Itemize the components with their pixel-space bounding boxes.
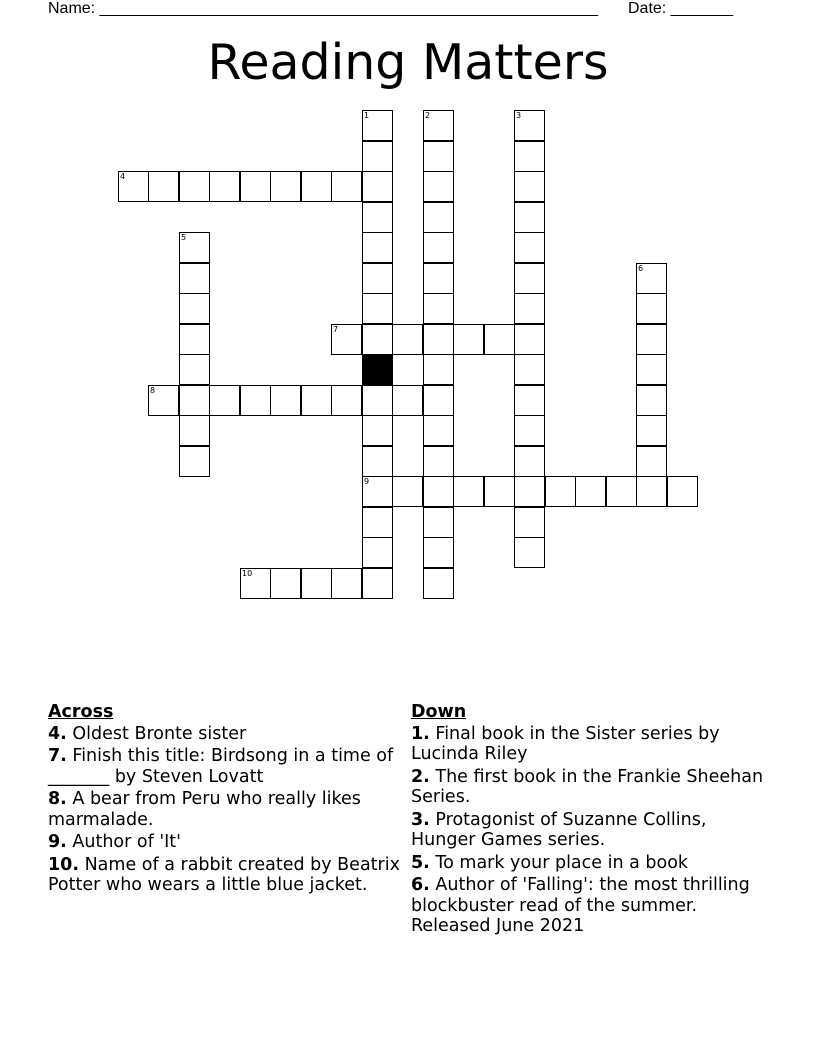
- grid-cell[interactable]: [331, 324, 362, 355]
- grid-cell[interactable]: [545, 476, 576, 507]
- grid-cell[interactable]: [362, 537, 393, 568]
- grid-cell[interactable]: [362, 568, 393, 599]
- grid-cell[interactable]: [331, 568, 362, 599]
- grid-cell[interactable]: [514, 354, 545, 385]
- grid-cell[interactable]: [179, 263, 210, 294]
- grid-cell[interactable]: [453, 476, 484, 507]
- grid-cell[interactable]: [362, 446, 393, 477]
- grid-cell[interactable]: [240, 568, 271, 599]
- grid-cell[interactable]: [179, 354, 210, 385]
- grid-cell[interactable]: [514, 141, 545, 172]
- grid-cell[interactable]: [392, 324, 423, 355]
- grid-cell[interactable]: [148, 171, 179, 202]
- grid-cell[interactable]: [270, 568, 301, 599]
- clue-across-9: 9. Author of 'It': [48, 832, 181, 852]
- grid-cell[interactable]: [423, 110, 454, 141]
- page-title: Reading Matters: [207, 34, 609, 91]
- grid-cell[interactable]: [514, 110, 545, 141]
- across-heading: Across: [48, 702, 114, 722]
- grid-cell[interactable]: [514, 232, 545, 263]
- grid-cell[interactable]: [331, 171, 362, 202]
- clue-down-6: 6. Author of 'Falling': the most thrilling blockbuster read of the summer. Released June 2021: [411, 875, 750, 936]
- grid-cell[interactable]: [667, 476, 698, 507]
- grid-cell[interactable]: [423, 415, 454, 446]
- grid-cell[interactable]: [423, 293, 454, 324]
- clue-number: 2: [425, 111, 431, 120]
- clue-number: 5: [181, 233, 187, 242]
- grid-cell[interactable]: [179, 385, 210, 416]
- grid-cell[interactable]: [118, 171, 149, 202]
- grid-cell[interactable]: [392, 385, 423, 416]
- grid-cell[interactable]: [484, 324, 515, 355]
- grid-cell[interactable]: [179, 446, 210, 477]
- grid-cell[interactable]: [423, 385, 454, 416]
- grid-cell[interactable]: [423, 476, 454, 507]
- grid-cell[interactable]: [423, 354, 454, 385]
- grid-cell[interactable]: [240, 385, 271, 416]
- grid-cell[interactable]: [362, 141, 393, 172]
- grid-cell[interactable]: [514, 507, 545, 538]
- grid-cell[interactable]: [301, 171, 332, 202]
- grid-cell[interactable]: [423, 537, 454, 568]
- clue-down-5: 5. To mark your place in a book: [411, 852, 689, 873]
- grid-cell[interactable]: [423, 568, 454, 599]
- name-label: Name: ________________________________________________________: [48, 0, 598, 17]
- grid-cell[interactable]: [606, 476, 637, 507]
- grid-cell[interactable]: [362, 293, 393, 324]
- grid-cell[interactable]: [575, 476, 606, 507]
- grid-cell[interactable]: [362, 507, 393, 538]
- grid-cell[interactable]: [636, 293, 667, 324]
- grid-cell[interactable]: [209, 385, 240, 416]
- grid-cell[interactable]: [423, 171, 454, 202]
- grid-cell[interactable]: [423, 507, 454, 538]
- grid-cell[interactable]: [423, 232, 454, 263]
- grid-cell[interactable]: [148, 385, 179, 416]
- grid-cell[interactable]: [514, 263, 545, 294]
- date-label: Date: _______: [628, 0, 733, 17]
- clue-number: 10: [242, 569, 253, 578]
- grid-cell[interactable]: [179, 232, 210, 263]
- clue-down-2: 2. The first book in the Frankie Sheehan Series.: [411, 766, 764, 807]
- grid-cell[interactable]: [270, 385, 301, 416]
- clue-number: 3: [516, 111, 522, 120]
- grid-cell[interactable]: [362, 202, 393, 233]
- grid-cell[interactable]: [301, 568, 332, 599]
- grid-cell[interactable]: [362, 324, 393, 355]
- grid-cell[interactable]: [636, 324, 667, 355]
- clue-down-3: 3. Protagonist of Suzanne Collins, Hunger Games series.: [411, 809, 707, 850]
- grid-cell[interactable]: [453, 324, 484, 355]
- grid-cell[interactable]: [240, 171, 271, 202]
- grid-cell[interactable]: [636, 446, 667, 477]
- grid-cell[interactable]: [636, 476, 667, 507]
- down-clues: [411, 702, 771, 939]
- grid-cell[interactable]: [270, 171, 301, 202]
- grid-cell[interactable]: [514, 171, 545, 202]
- clue-number: 4: [120, 172, 126, 181]
- clue-number: 7: [333, 325, 339, 334]
- grid-cell[interactable]: [362, 476, 393, 507]
- clue-across-8: 8. A bear from Peru who really likes marmalade.: [48, 789, 361, 830]
- grid-cell[interactable]: [514, 202, 545, 233]
- clue-across-7: 7. Finish this title: Birdsong in a time of _______ by Steven Lovatt: [48, 746, 394, 787]
- grid-cell[interactable]: [514, 476, 545, 507]
- grid-cell[interactable]: [423, 263, 454, 294]
- grid-cell[interactable]: [362, 171, 393, 202]
- grid-cell[interactable]: [636, 263, 667, 294]
- grid-cell[interactable]: [636, 354, 667, 385]
- grid-cell[interactable]: [514, 537, 545, 568]
- grid-cell[interactable]: [423, 446, 454, 477]
- grid-cell[interactable]: [362, 110, 393, 141]
- grid-cell[interactable]: [179, 324, 210, 355]
- grid-cell-black: [362, 354, 393, 385]
- grid-cell[interactable]: [179, 415, 210, 446]
- grid-cell[interactable]: [362, 415, 393, 446]
- grid-cell[interactable]: [636, 415, 667, 446]
- grid-cell[interactable]: [636, 385, 667, 416]
- grid-cell[interactable]: [514, 446, 545, 477]
- grid-cell[interactable]: [179, 171, 210, 202]
- down-heading: Down: [411, 702, 467, 722]
- grid-cell[interactable]: [179, 293, 210, 324]
- grid-cell[interactable]: [362, 385, 393, 416]
- grid-cell[interactable]: [514, 324, 545, 355]
- clue-number: 9: [364, 477, 370, 486]
- clue-number: 8: [150, 386, 156, 395]
- grid-cell[interactable]: [362, 232, 393, 263]
- clue-across-4: 4. Oldest Bronte sister: [48, 723, 247, 744]
- grid-cell[interactable]: [514, 415, 545, 446]
- grid-cell[interactable]: [301, 385, 332, 416]
- grid-cell[interactable]: [392, 476, 423, 507]
- grid-cell[interactable]: [423, 202, 454, 233]
- clue-across-10: 10. Name of a rabbit created by Beatrix Potter who wears a little blue jacket.: [48, 854, 400, 895]
- grid-cell[interactable]: [423, 141, 454, 172]
- grid-cell[interactable]: [484, 476, 515, 507]
- clue-number: 6: [638, 264, 644, 273]
- grid-cell[interactable]: [362, 263, 393, 294]
- across-clues: [48, 702, 408, 898]
- grid-cell[interactable]: [209, 171, 240, 202]
- grid-cell[interactable]: [423, 324, 454, 355]
- clue-down-1: 1. Final book in the Sister series by Lucinda Riley: [411, 723, 720, 764]
- grid-cell[interactable]: [514, 293, 545, 324]
- grid-cell[interactable]: [514, 385, 545, 416]
- grid-cell[interactable]: [331, 385, 362, 416]
- clue-number: 1: [364, 111, 370, 120]
